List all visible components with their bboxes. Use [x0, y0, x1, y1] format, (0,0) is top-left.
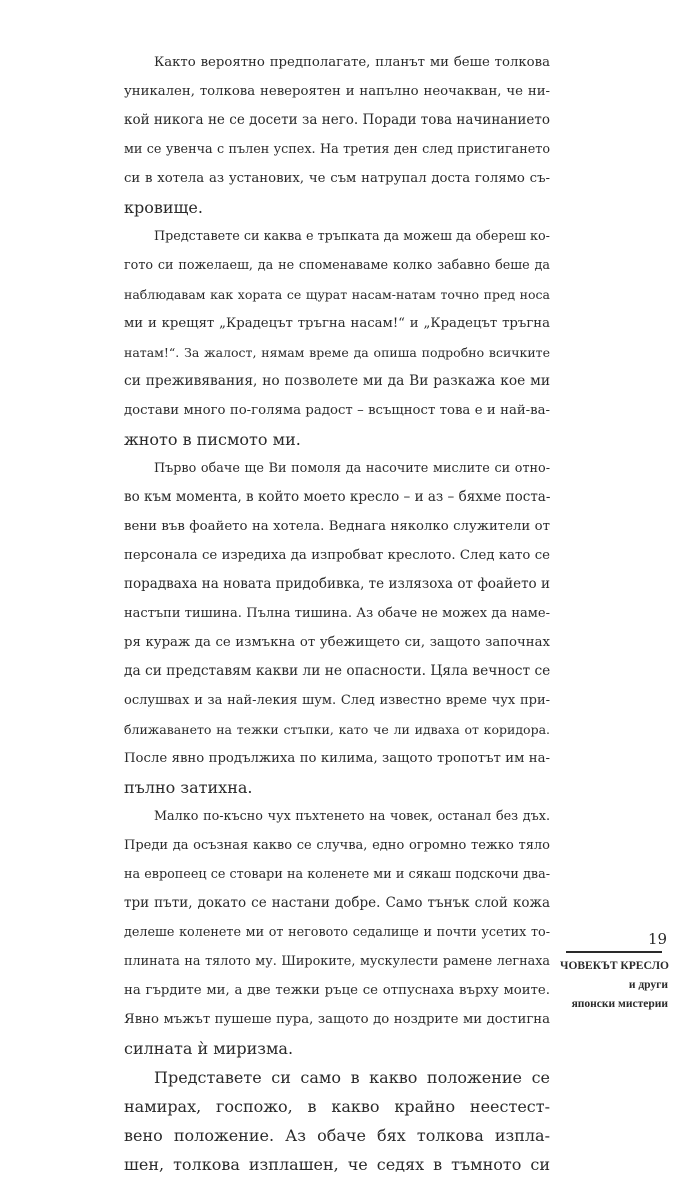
text-line: Малко по-късно чух пъхтенето на човек, останал без дъх.	[154, 809, 550, 824]
text-line: вени във фоайето на хотела. Веднага няколко служители от	[124, 519, 550, 534]
text-line: наблюдавам как хората се щурат насам-натам точно пред носа	[124, 287, 550, 302]
text-line: ми и крещят „Крадецът тръгна насам!“ и „Крадецът тръгна	[124, 316, 550, 331]
running-title	[560, 957, 668, 1014]
text-line: ря кураж да се измъкна от убежището си, защото започнах	[124, 635, 550, 650]
text-line: достави много по-голяма радост – всъщност това е и най-ва-	[124, 403, 550, 418]
text-line: во към момента, в който моето кресло – и аз – бяхме поста-	[124, 489, 551, 505]
text-line: да си представям какви ли не опасности. Цяла вечност се	[124, 663, 551, 679]
text-line: натам!“. За жалост, нямам време да опиша подробно всичките	[124, 345, 550, 360]
text-line: кой никога не се досети за него. Поради това начинанието	[124, 112, 550, 128]
text-line: си в хотела аз установих, че съм натрупал доста голямо съ-	[124, 171, 550, 186]
text-line: си преживявания, но позволете ми да Ви разкажа кое ми	[124, 373, 550, 389]
text-line: жното в писмото ми.	[124, 430, 301, 449]
text-line: три пъти, докато се настани добре. Само тънък слой кожа	[124, 895, 550, 911]
running-title-rule	[566, 951, 662, 953]
text-line: Както вероятно предполагате, планът ми беше толкова	[154, 55, 550, 70]
text-line: плината на тялото му. Широките, мускулести рамене легнаха	[124, 954, 550, 969]
text-line: на европеец се стовари на коленете ми и сякаш подскочи два-	[124, 867, 550, 882]
text-line: порадваха на новата придобивка, те излязоха от фоайето и	[124, 576, 550, 592]
running-title-line: и други	[628, 979, 668, 991]
text-line: силната ѝ миризма.	[124, 1039, 294, 1058]
text-line: Явно мъжът пушеше пура, защото до ноздрите ми достигна	[124, 1012, 550, 1027]
text-line: вено положение. Аз обаче бях толкова изпла-	[124, 1126, 550, 1145]
text-line: ослушвах и за най-лекия шум. След известно време чух при-	[124, 693, 550, 708]
text-line: ми се увенча с пълен успех. На третия ден след пристигането	[124, 142, 550, 157]
text-line: настъпи тишина. Пълна тишина. Аз обаче не можех да наме-	[124, 606, 550, 621]
page-number: 19	[648, 930, 668, 948]
text-line: Първо обаче ще Ви помоля да насочите мислите си отно-	[154, 461, 550, 476]
running-title-line: японски мистерии	[571, 998, 668, 1010]
text-line: на гърдите ми, а две тежки ръце се отпуснаха върху моите.	[124, 983, 550, 998]
text-line: ближаването на тежки стъпки, като че ли идваха от коридора.	[124, 722, 550, 737]
text-line: шен, толкова изплашен, че седях в тъмното си	[124, 1155, 550, 1174]
text-line: делеше коленете ми от неговото седалище и почти усетих то-	[124, 925, 550, 940]
text-line: пълно затихна.	[124, 778, 253, 797]
text-line: гото си пожелаеш, да не споменаваме колко забавно беше да	[124, 258, 550, 273]
text-line: Преди да осъзная какво се случва, едно огромно тежко тяло	[124, 838, 550, 853]
running-title-line: ЧОВЕКЪТ КРЕСЛО	[560, 960, 669, 972]
text-line: уникален, толкова невероятен и напълно неочакван, че ни-	[124, 84, 550, 99]
text-line: намирах, госпожо, в какво крайно неестест-	[124, 1097, 550, 1116]
text-line: Представете си каква е тръпката да можеш да обереш ко-	[154, 229, 550, 244]
text-line: кровище.	[124, 198, 203, 217]
text-line: персонала се изредиха да изпробват креслото. След като се	[124, 548, 550, 563]
text-line: Представете си само в какво положение се	[154, 1068, 550, 1087]
body-text	[124, 48, 550, 1179]
text-line: После явно продължиха по килима, защото тропотът им на-	[124, 751, 550, 766]
